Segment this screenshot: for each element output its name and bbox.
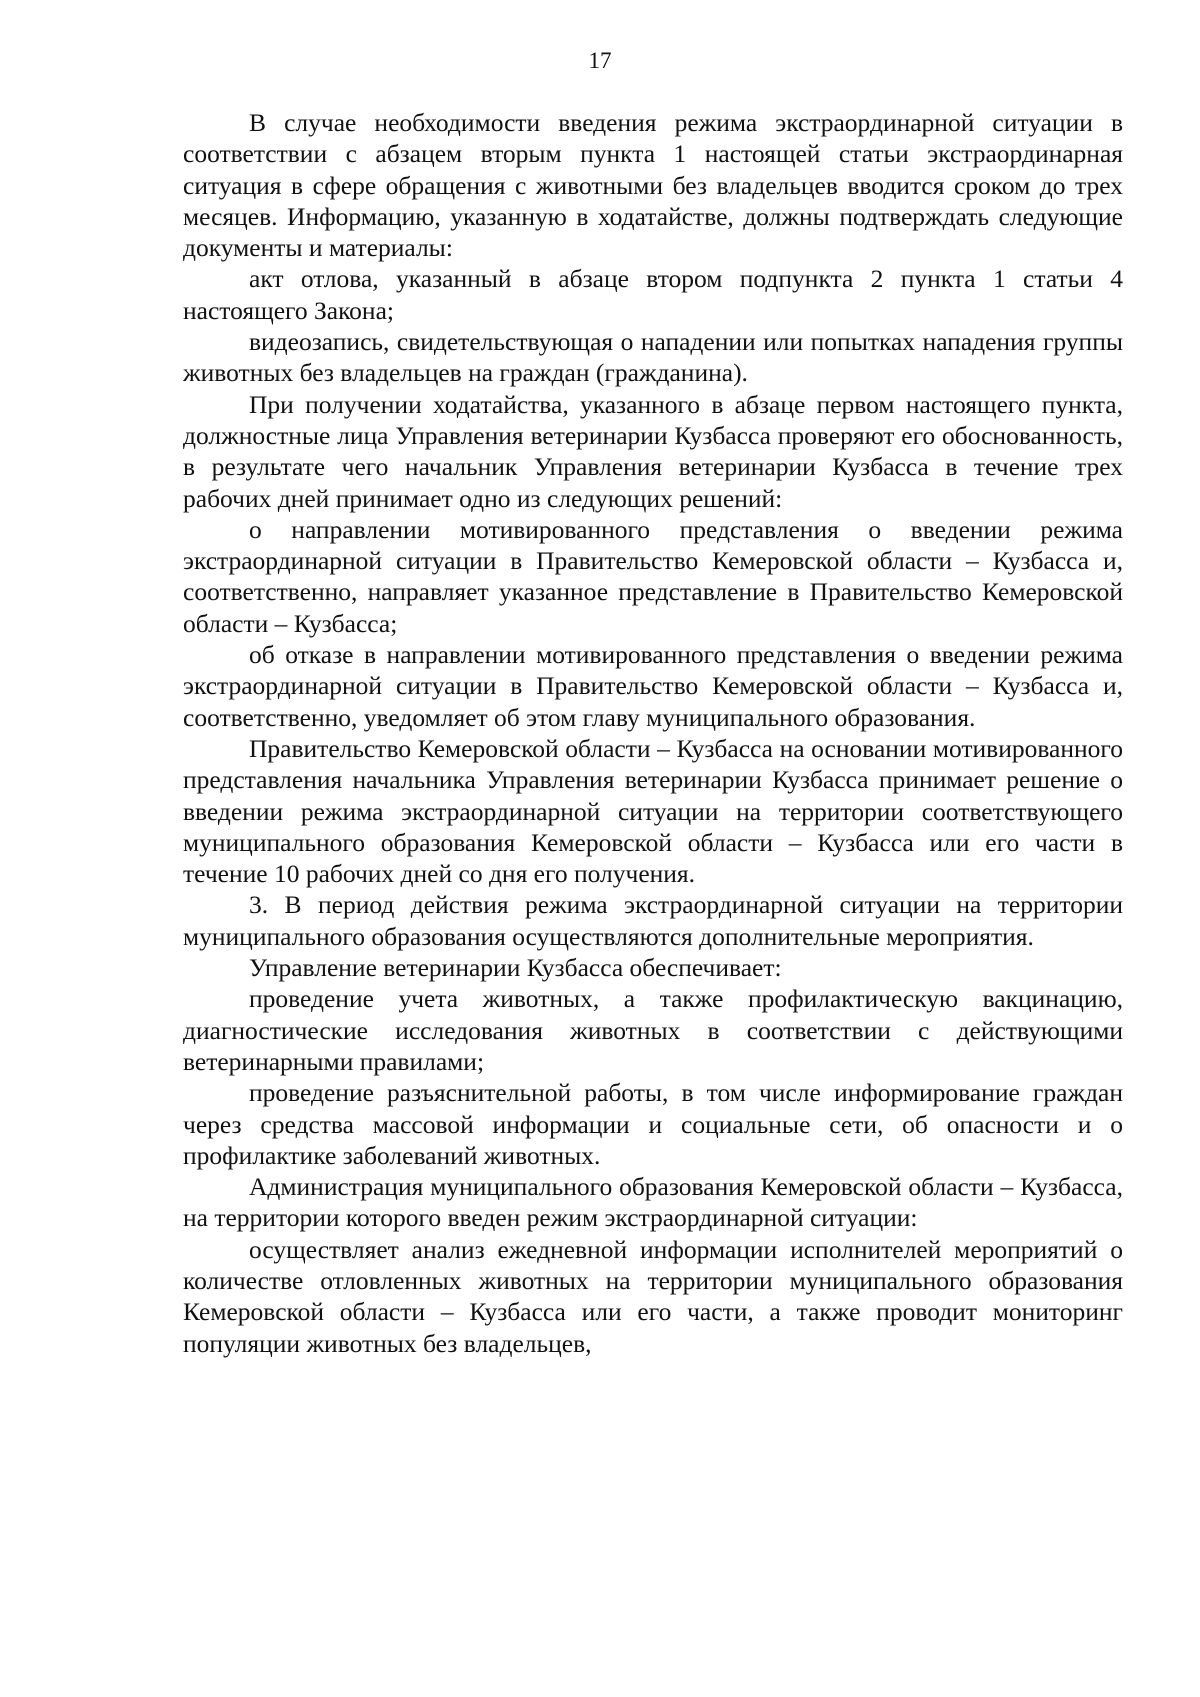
paragraph: Правительство Кемеровской области – Кузбасса на основании мотивированного представления начальника Управления ветеринарии Кузбасса принимает решение о введении режима экстраординарной ситуации на территории соответствующего муниципального образования Кемеровской области – Кузбасса или его части в течение 10 рабочих дней со дня его получения. [183, 733, 1123, 889]
paragraph: об отказе в направлении мотивированного представления о введении режима экстраординарной ситуации в Правительство Кемеровской области – Кузбасса и, соответственно, уведомляет об этом главу муниципального образования. [183, 640, 1123, 732]
paragraph: При получении ходатайства, указанного в абзаце первом настоящего пункта, должностные лица Управления ветеринарии Кузбасса проверяют его обоснованность, в результате чего начальник Управления ветеринарии Кузбасса в течение трех рабочих дней принимает одно из следующих решений: [183, 389, 1123, 513]
paragraph: проведение разъяснительной работы, в том числе информирование граждан через средства массовой информации и социальные сети, об опасности и о профилактике заболеваний животных. [183, 1078, 1123, 1170]
paragraph: Управление ветеринарии Кузбасса обеспечивает: [249, 953, 782, 983]
paragraph: Администрация муниципального образования Кемеровской области – Кузбасса, на территории которого введен режим экстраординарной ситуации: [183, 1172, 1123, 1233]
paragraph: акт отлова, указанный в абзаце втором подпункта 2 пункта 1 статьи 4 настоящего Закона; [183, 264, 1123, 325]
paragraph: В случае необходимости введения режима экстраординарной ситуации в соответствии с абзацем вторым пункта 1 настоящей статьи экстраординарная ситуация в сфере обращения с животными без владельцев вводится сроком до трех месяцев. Информацию, указанную в ходатайстве, должны подтверждать следующие документы и материалы: [183, 108, 1123, 263]
page-number: 17 [588, 48, 612, 73]
paragraph: о направлении мотивированного представления о введении режима экстраординарной ситуации в Правительство Кемеровской области – Кузбасса и, соответственно, направляет указанное представление в Правительство Кемеровской области – Кузбасса; [183, 514, 1123, 638]
paragraph: проведение учета животных, а также профилактическую вакцинацию, диагностические исследования животных в соответствии с действующими ветеринарными правилами; [183, 984, 1123, 1076]
paragraph: 3. В период действия режима экстраординарной ситуации на территории муниципального образования осуществляются дополнительные мероприятия. [183, 890, 1123, 951]
document-body [183, 107, 1123, 1359]
paragraph: осуществляет анализ ежедневной информации исполнителей мероприятий о количестве отловленных животных на территории муниципального образования Кемеровской области – Кузбасса или его части, а также проводит мониторинг популяции животных без владельцев, [183, 1234, 1123, 1358]
paragraph: видеозапись, свидетельствующая о нападении или попытках нападения группы животных без владельцев на граждан (гражданина). [183, 327, 1123, 388]
